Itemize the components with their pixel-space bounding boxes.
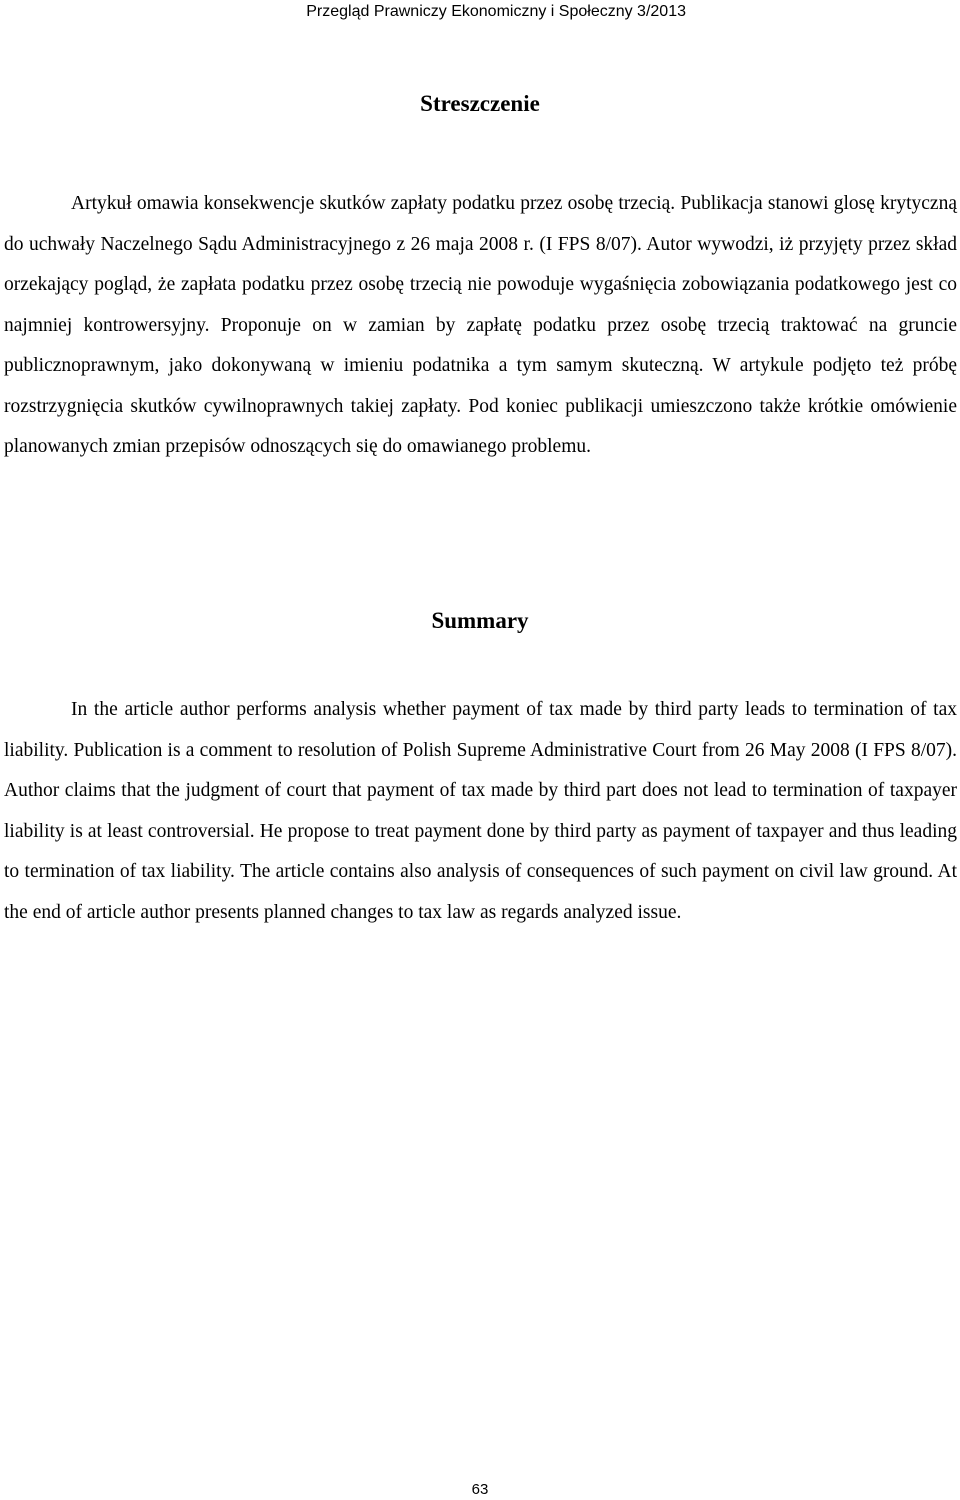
abstract-pl-heading: Streszczenie [420, 91, 540, 116]
abstract-en-heading: Summary [431, 608, 529, 633]
abstract-en-text: In the article author performs analysis whether payment of tax made by third party leads to termination of tax liability. Publication is a comment to resolution of Polish Supreme Administrative Court from 26 May 2008 (I FPS 8/07). Author claims that the judgment of court that payment of tax made by third part does not lead to termination of taxpayer liability is at least controversial. He propose to treat payment done by third party as payment of taxpayer and thus leading to termination of tax liability. The article contains also analysis of consequences of such payment on civil law ground. At the end of article author presents planned changes to tax law as regards analyzed issue. [4, 699, 957, 923]
running-header: Przegląd Prawniczy Ekonomiczny i Społeczny 3/2013 [306, 3, 686, 20]
page-number: 63 [471, 1481, 489, 1498]
abstract-pl-text: Artykuł omawia konsekwencje skutków zapłaty podatku przez osobę trzecią. Publikacja stanowi glosę krytyczną do uchwały Naczelnego Sądu Administracyjnego z 26 maja 2008 r. (I FPS 8/07). Autor wywodzi, iż przyjęty przez skład orzekający pogląd, że zapłata podatku przez osobę trzecią nie powoduje wygaśnięcia zobowiązania podatkowego jest co najmniej kontrowersyjny. Proponuje on w zamian by zapłatę podatku przez osobę trzecią traktować na gruncie publicznoprawnym, jako dokonywaną w imieniu podatnika a tym samym skuteczną. W artykule podjęto też próbę rozstrzygnięcia skutków cywilnoprawnych takiej zapłaty. Pod koniec publikacji umieszczono także krótkie omówienie planowanych zmian przepisów odnoszących się do omawianego problemu. [4, 193, 957, 457]
